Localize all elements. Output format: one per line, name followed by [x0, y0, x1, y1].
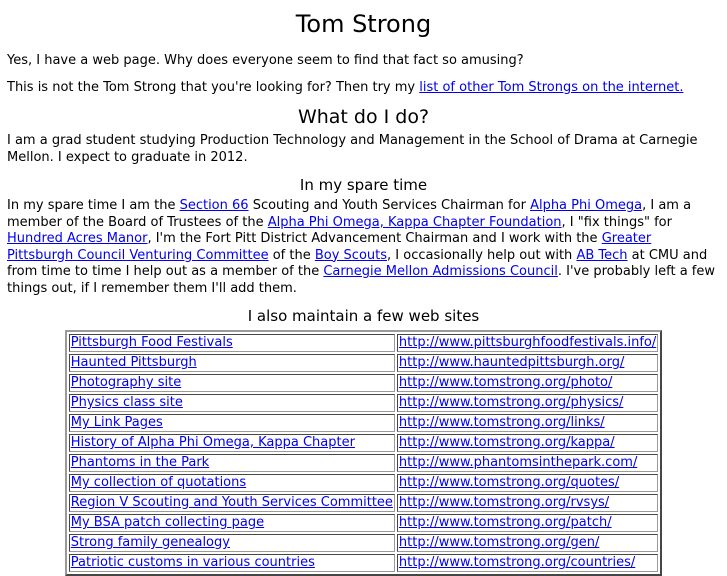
spare-text: , I am a member of the Board of Trustees of the — [7, 198, 692, 230]
table-row — [69, 554, 659, 572]
web-sites-table-body — [69, 334, 659, 572]
spare-text: , I'm the Fort Pitt District Advancement Chairman and I work with the — [147, 231, 602, 246]
boy-scouts-link[interactable]: Boy Scouts — [314, 247, 388, 263]
site-name-cell — [69, 454, 395, 472]
hundred-acres-manor-link[interactable]: Hundred Acres Manor — [7, 231, 148, 246]
page-title: Tom Strong — [295, 10, 432, 38]
site-url-cell — [397, 514, 658, 532]
site-url-link[interactable]: http://www.tomstrong.org/gen/ — [398, 535, 600, 550]
site-url-link[interactable]: http://www.tomstrong.org/kappa/ — [398, 435, 615, 450]
spare-time-paragraph — [7, 198, 720, 297]
intro-text-1: Yes, I have a web page. Why does everyone seem to find that fact so amusing? — [7, 53, 524, 68]
spare-text: In my spare time I am the — [7, 198, 180, 213]
table-row — [69, 414, 659, 432]
site-name-cell — [69, 514, 395, 532]
site-name-cell — [69, 374, 395, 392]
kappa-chapter-foundation-link[interactable]: Alpha Phi Omega, Kappa Chapter Foundation — [267, 214, 562, 230]
table-row — [69, 534, 659, 552]
table-row — [69, 474, 659, 492]
table-row — [69, 394, 659, 412]
site-url-cell — [397, 334, 658, 352]
page — [0, 10, 727, 576]
site-name-cell — [69, 334, 395, 352]
what-do-i-do-heading: What do I do? — [297, 106, 430, 128]
site-name-cell — [69, 434, 395, 452]
table-row — [69, 374, 659, 392]
site-url-cell — [397, 374, 658, 392]
venturing-committee-link[interactable]: Greater Pittsburgh Council Venturing Committee — [7, 231, 652, 263]
spare-text: of the — [268, 247, 315, 263]
site-name-link[interactable]: Haunted Pittsburgh — [70, 355, 197, 370]
site-name-link[interactable]: My BSA patch collecting page — [70, 515, 265, 530]
site-url-link[interactable]: http://www.tomstrong.org/links/ — [398, 415, 605, 430]
spare-time-heading: In my spare time — [299, 176, 428, 194]
spare-text: Scouting and Youth Services Chairman for — [248, 198, 531, 213]
intro-paragraph-1 — [7, 53, 720, 70]
table-row — [69, 514, 659, 532]
spare-text: . I've probably left a few things out, if I remember them I'll add them. — [7, 264, 716, 296]
site-name-link[interactable]: Photography site — [70, 375, 182, 390]
site-name-cell — [69, 494, 395, 512]
site-name-link[interactable]: Physics class site — [70, 395, 183, 410]
site-name-cell — [69, 554, 395, 572]
site-name-cell — [69, 414, 395, 432]
what-do-i-do-paragraph: I am a grad student studying Production Technology and Management in the School of Drama at Carnegie Mellon. I expect to graduate in 2012. — [7, 133, 698, 165]
site-url-cell — [397, 394, 658, 412]
section-66-link[interactable]: Section 66 — [179, 198, 249, 213]
site-url-cell — [397, 414, 658, 432]
site-url-link[interactable]: http://www.tomstrong.org/physics/ — [398, 395, 624, 410]
table-row — [69, 354, 659, 372]
table-row — [69, 434, 659, 452]
ab-tech-link[interactable]: AB Tech — [576, 247, 628, 263]
site-name-link[interactable]: Phantoms in the Park — [70, 455, 210, 470]
other-tom-strongs-link[interactable]: list of other Tom Strongs on the internet. — [419, 79, 684, 95]
web-sites-heading: I also maintain a few web sites — [247, 307, 480, 325]
site-name-link[interactable]: Patriotic customs in various countries — [70, 555, 315, 570]
site-url-cell — [397, 434, 658, 452]
spare-text: at CMU and from time to time I help out as a member of the — [7, 247, 708, 279]
site-name-link[interactable]: My Link Pages — [70, 415, 163, 430]
spare-text: , I "fix things" for — [561, 214, 672, 230]
site-name-cell — [69, 474, 395, 492]
site-url-cell — [397, 494, 658, 512]
site-name-link[interactable]: Region V Scouting and Youth Services Committee — [70, 495, 393, 510]
site-url-link[interactable]: http://www.tomstrong.org/photo/ — [398, 375, 613, 390]
site-name-link[interactable]: My collection of quotations — [70, 475, 247, 490]
alpha-phi-omega-link[interactable]: Alpha Phi Omega — [530, 198, 643, 213]
admissions-council-link[interactable]: Carnegie Mellon Admissions Council — [323, 264, 558, 279]
site-name-cell — [69, 354, 395, 372]
site-url-link[interactable]: http://www.hauntedpittsburgh.org/ — [398, 355, 625, 370]
site-name-link[interactable]: Pittsburgh Food Festivals — [70, 335, 233, 350]
site-url-cell — [397, 454, 658, 472]
site-name-cell — [69, 394, 395, 412]
site-url-link[interactable]: http://www.tomstrong.org/patch/ — [398, 515, 612, 530]
site-url-link[interactable]: http://www.tomstrong.org/rvsys/ — [398, 495, 610, 510]
web-sites-table — [65, 330, 663, 576]
site-url-cell — [397, 534, 658, 552]
site-url-link[interactable]: http://www.pittsburghfoodfestivals.info/ — [398, 335, 657, 350]
site-url-link[interactable]: http://www.phantomsinthepark.com/ — [398, 455, 638, 470]
site-name-link[interactable]: Strong family genealogy — [70, 535, 230, 550]
intro-paragraph-2 — [7, 80, 720, 97]
site-url-link[interactable]: http://www.tomstrong.org/quotes/ — [398, 475, 620, 490]
intro-text-2: This is not the Tom Strong that you're looking for? Then try my — [7, 79, 420, 95]
spare-text: , I occasionally help out with — [387, 247, 577, 263]
table-row — [69, 454, 659, 472]
table-row — [69, 494, 659, 512]
site-url-link[interactable]: http://www.tomstrong.org/countries/ — [398, 555, 636, 570]
site-url-cell — [397, 474, 658, 492]
site-url-cell — [397, 354, 658, 372]
site-url-cell — [397, 554, 658, 572]
site-name-link[interactable]: History of Alpha Phi Omega, Kappa Chapter — [70, 435, 355, 450]
site-name-cell — [69, 534, 395, 552]
table-row — [69, 334, 659, 352]
